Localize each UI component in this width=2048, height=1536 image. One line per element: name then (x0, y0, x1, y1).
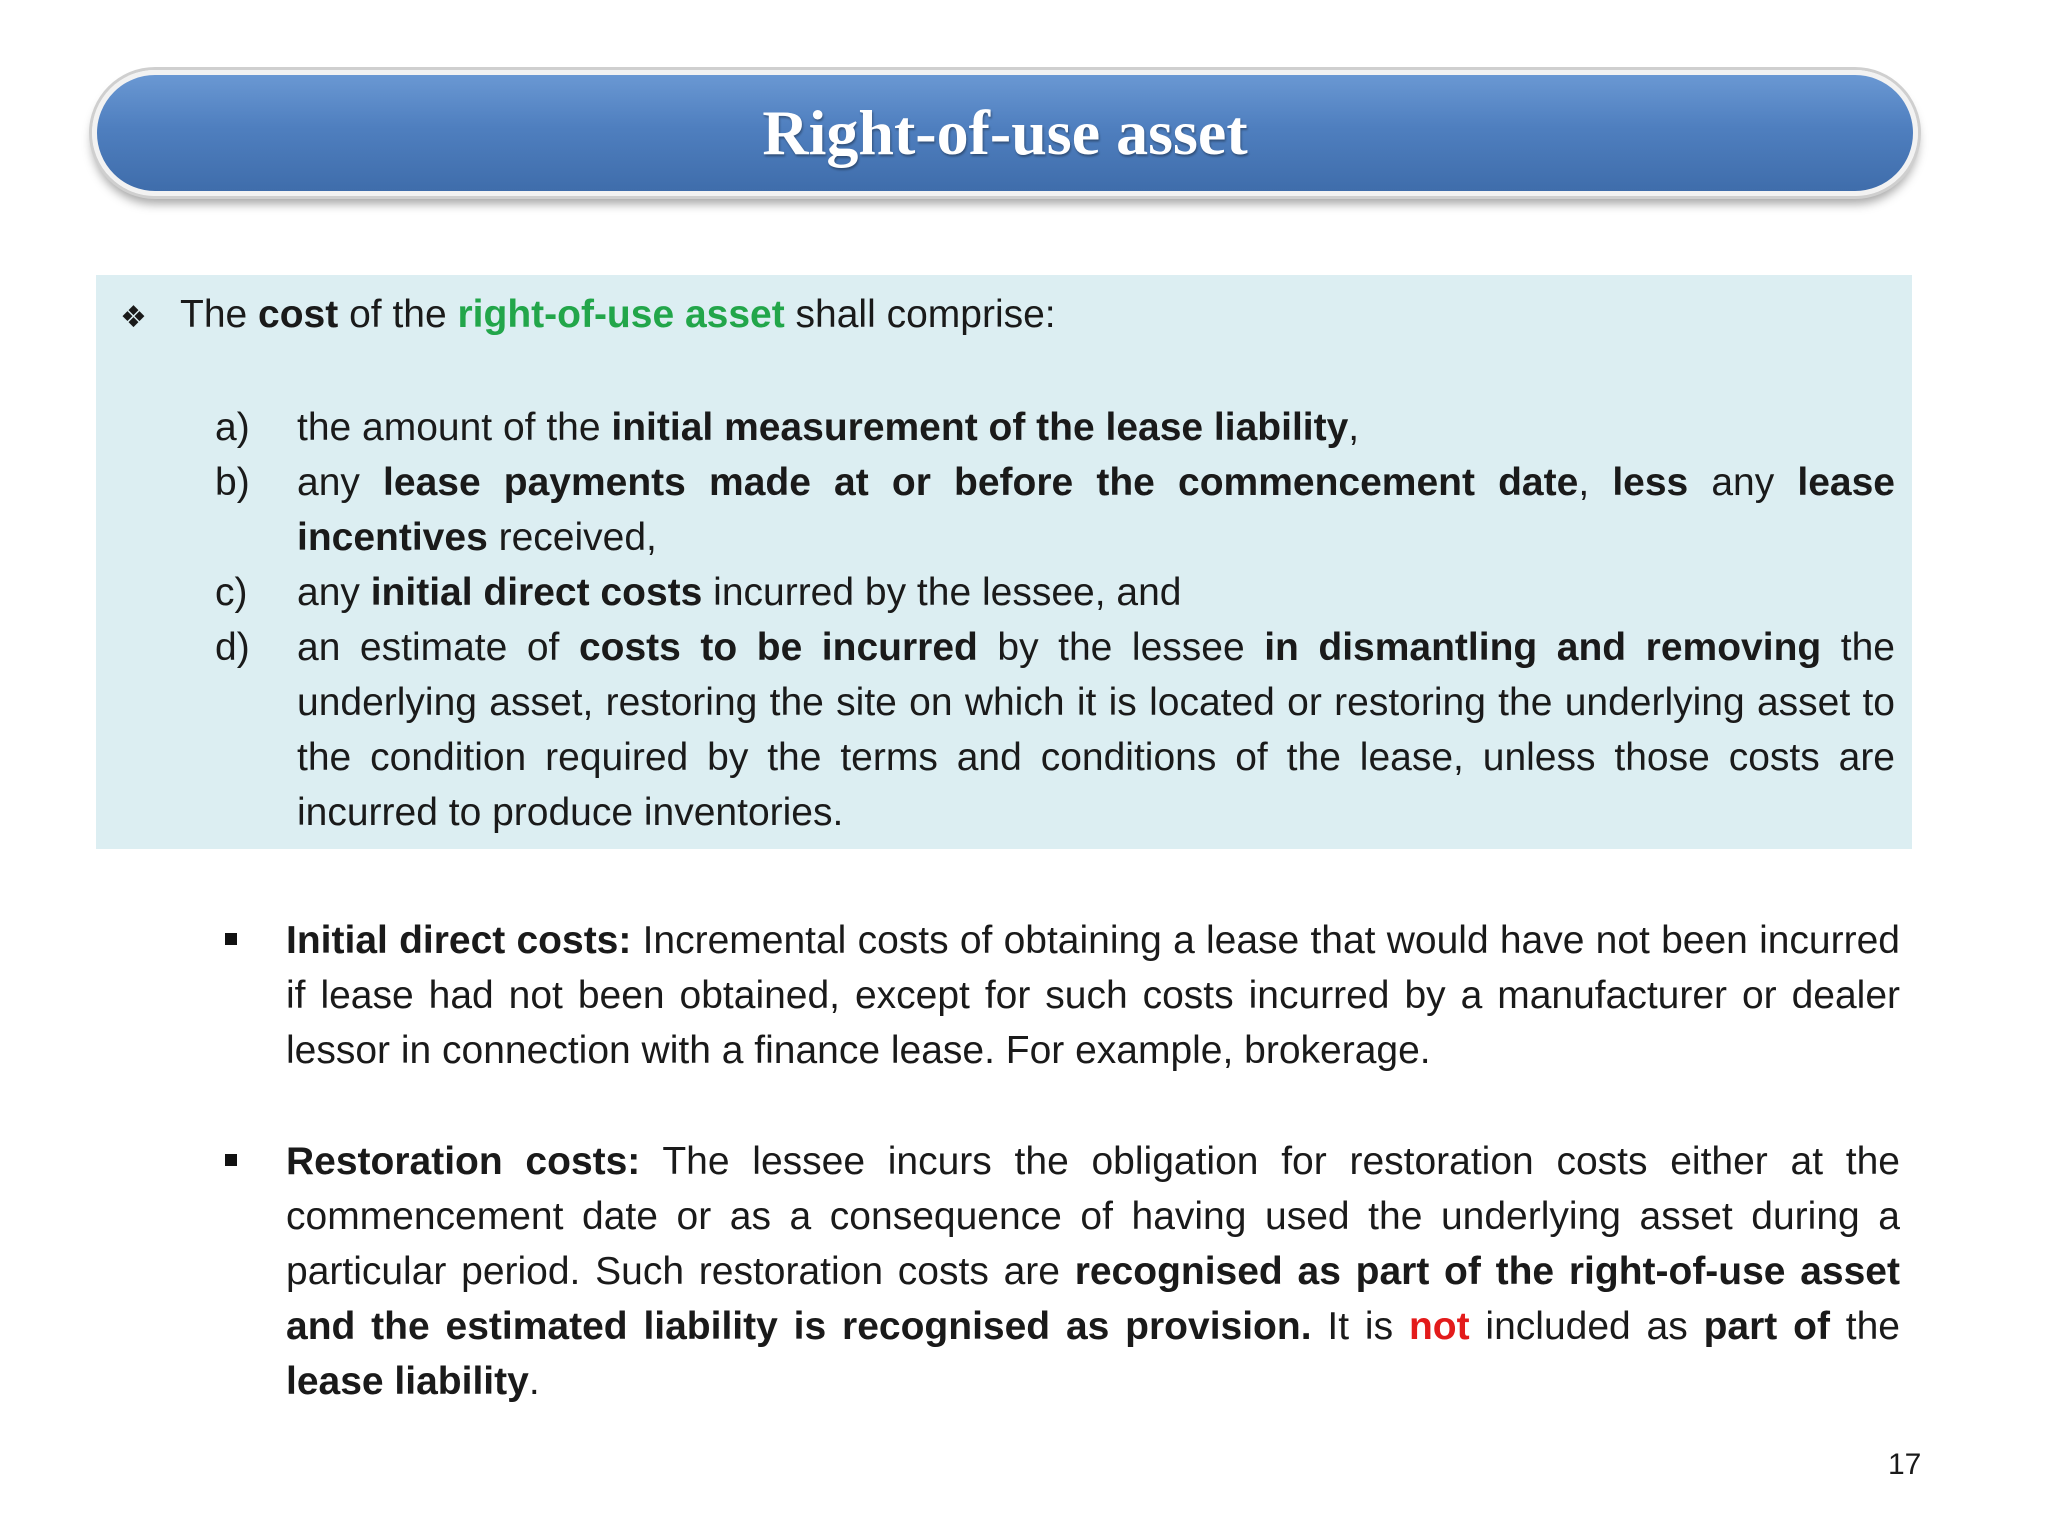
definition-initial-direct-costs (220, 913, 1900, 1078)
intro-text: of the (338, 293, 458, 336)
list-marker: a) (215, 406, 250, 449)
cost-components-list (215, 400, 1895, 840)
list-item-c (215, 565, 1895, 620)
title-banner (92, 70, 1918, 196)
list-item-text: any lease payments made at or before the commencement date, less any lease incentives received, (297, 461, 1896, 559)
list-item-text: the amount of the initial measurement of the lease liability, (297, 406, 1360, 449)
square-bullet-icon (220, 1134, 286, 1409)
intro-bold: cost (258, 293, 339, 336)
definition-text: Restoration costs: The lessee incurs the obligation for restoration costs either at the commencement date or as a consequence of having used the underlying asset during a particular period. Such restoration costs are recognised as part of the right-of-use asset and the estimated liability is recognised as provision. It is not included as part of the lease liability. (286, 1140, 1901, 1403)
list-marker: c) (215, 571, 248, 614)
list-marker: d) (215, 626, 250, 669)
list-item-text: any initial direct costs incurred by the lessee, and (297, 571, 1182, 614)
page-number: 17 (1888, 1448, 1922, 1481)
intro-text: The (180, 293, 259, 336)
definition-text: Initial direct costs: Incremental costs of obtaining a lease that would have not been incurred if lease had not been obtained, except for such costs incurred by a manufacturer or dealer lessor in connection with a finance lease. For example, brokerage. (286, 919, 1900, 1072)
list-marker: b) (215, 461, 250, 504)
intro-text: shall comprise: (784, 293, 1056, 336)
definition-restoration-costs (220, 1134, 1900, 1409)
list-item-b (215, 455, 1895, 565)
list-item-text: an estimate of costs to be incurred by the lessee in dismantling and removing the underlying asset, restoring the site on which it is located or restoring the underlying asset to the condition required by the terms and conditions of the lease, unless those costs are incurred to produce inventories. (297, 626, 1895, 834)
diamond-bullet-icon: ❖ (120, 301, 147, 334)
list-item-a (215, 400, 1895, 455)
list-item-d (215, 620, 1895, 840)
square-bullet-icon (220, 913, 286, 1078)
definitions-list (220, 913, 1900, 1409)
intro-highlight: right-of-use asset (457, 293, 785, 336)
page-title: Right-of-use asset (762, 97, 1248, 168)
intro-line (120, 290, 1056, 343)
